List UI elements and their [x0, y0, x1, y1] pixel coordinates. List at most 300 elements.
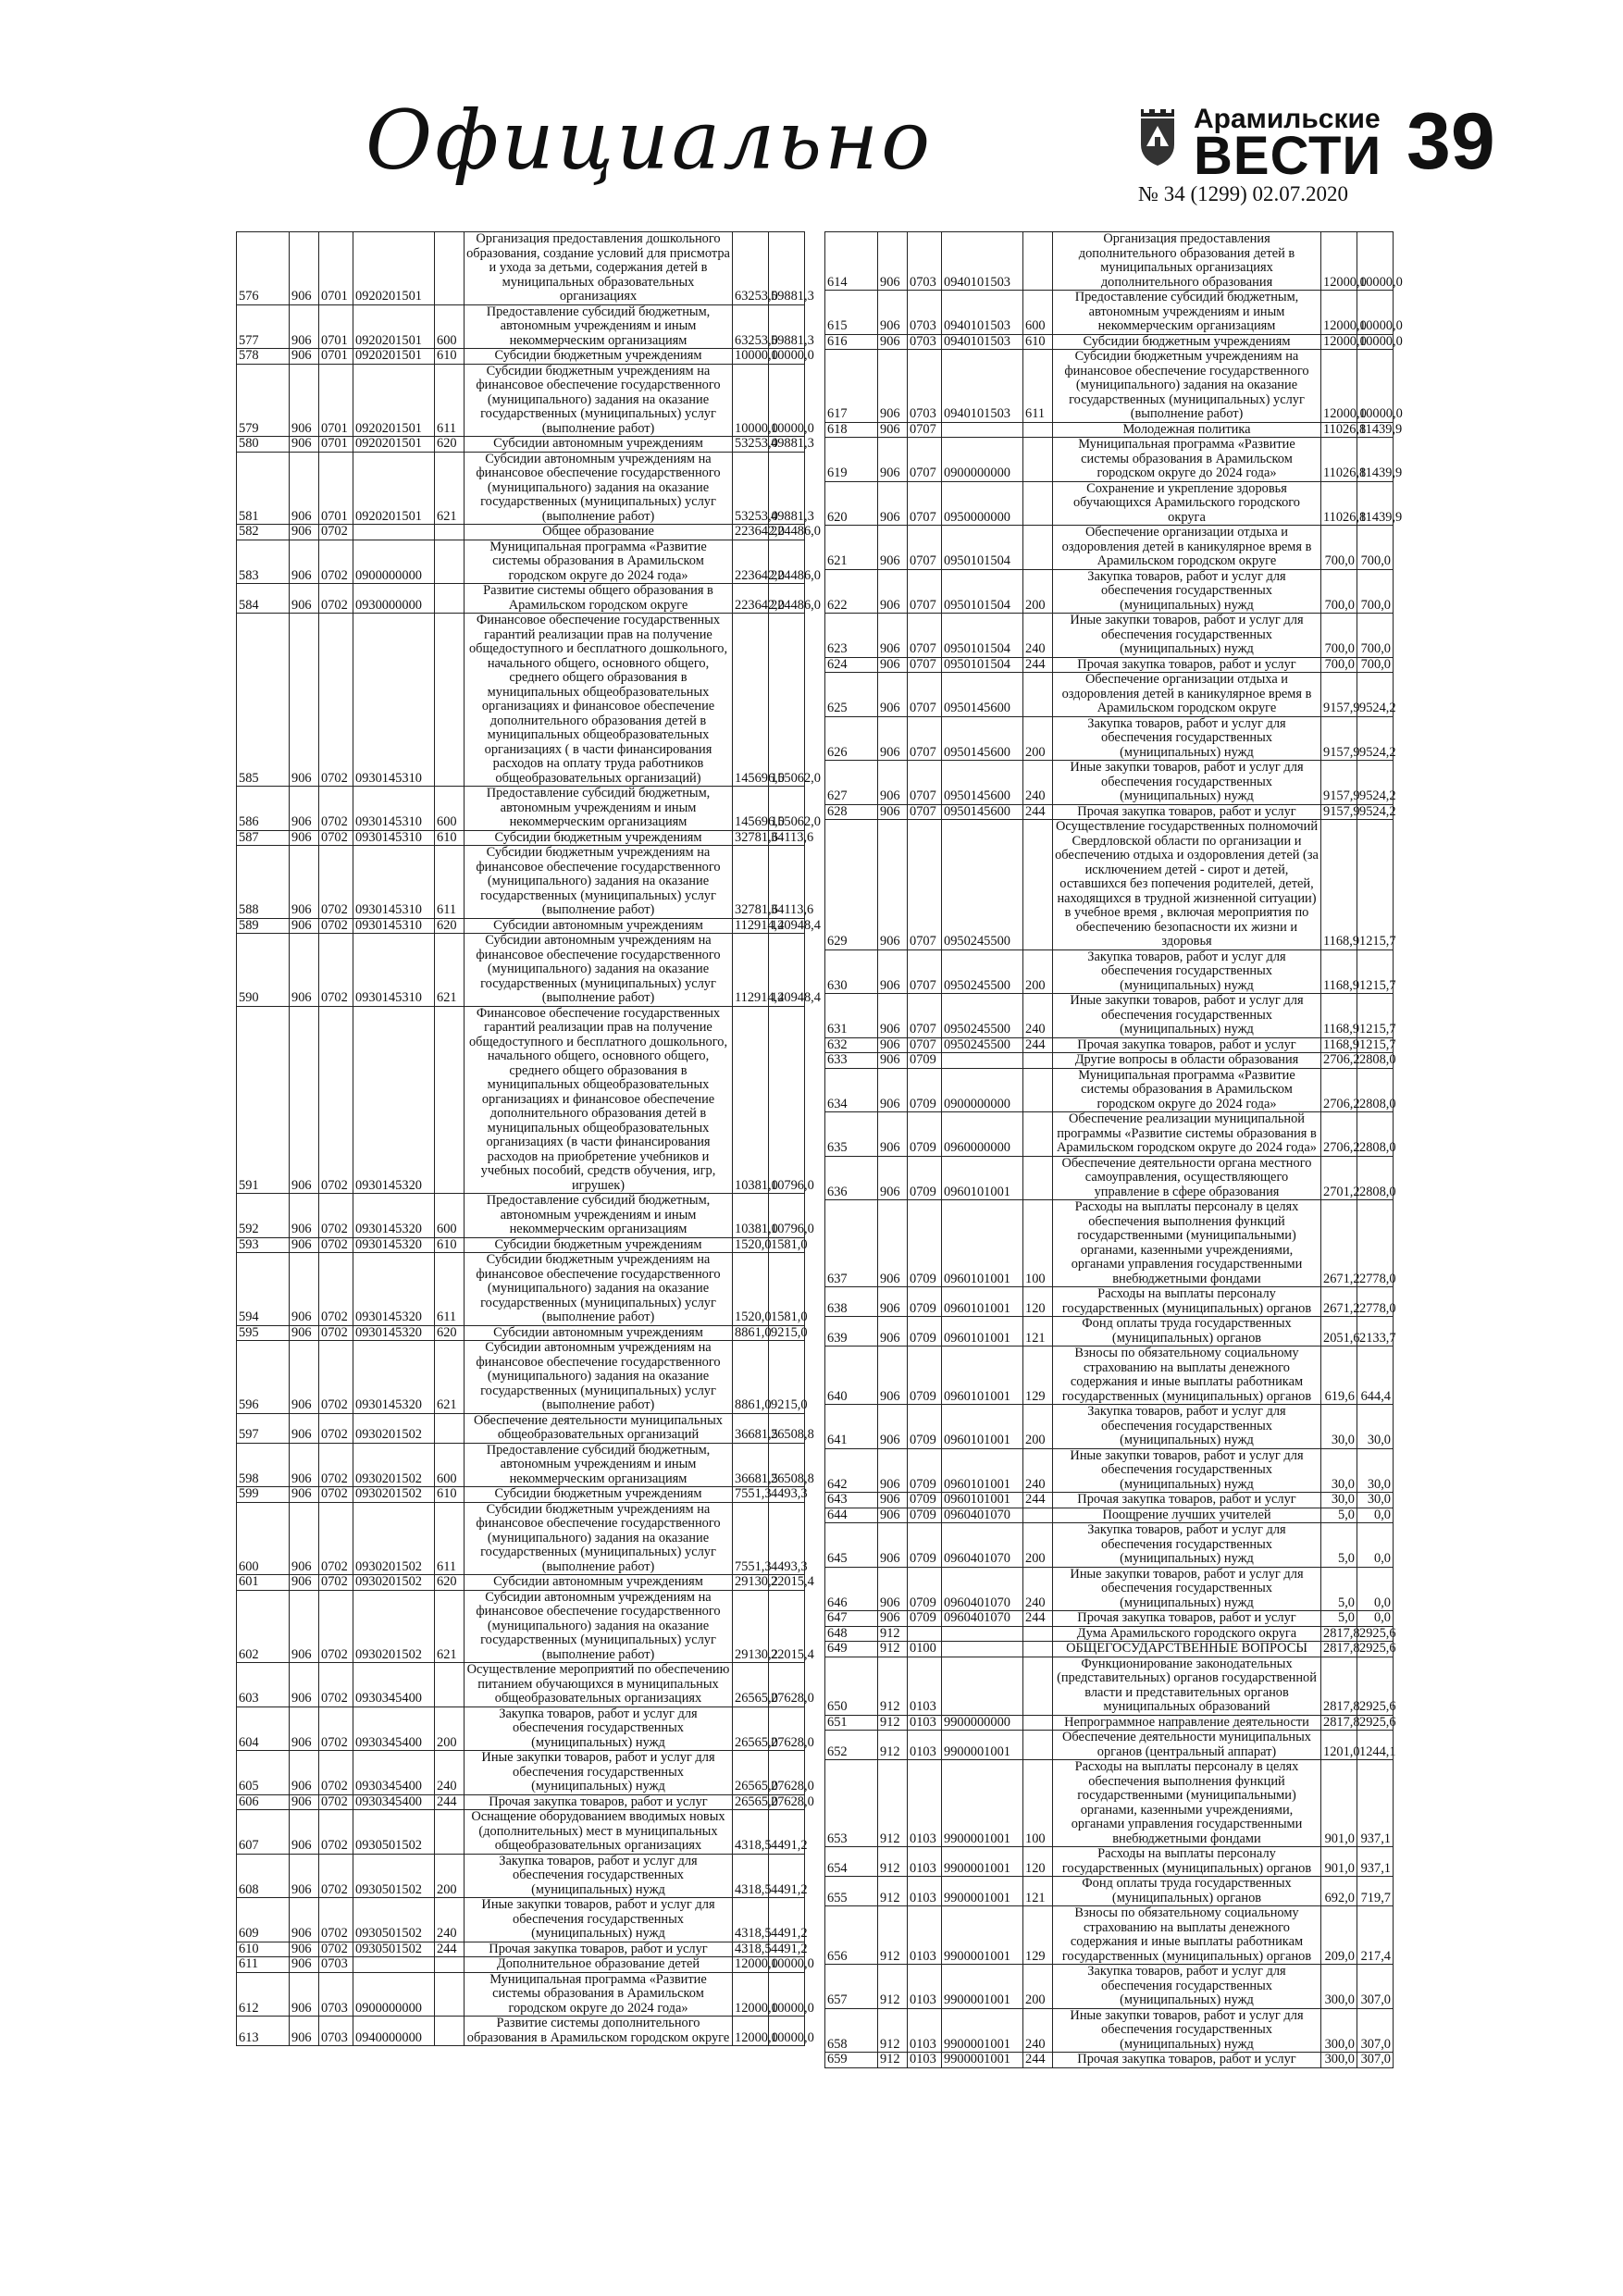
admin-code: 906	[878, 1347, 908, 1405]
table-row	[825, 291, 1394, 335]
target-code: 0950101504	[942, 614, 1023, 658]
amount-2022: 0,0	[1357, 1567, 1394, 1611]
section-code: 0707	[908, 949, 942, 994]
row-number: 605	[237, 1751, 290, 1795]
expense-type: 621	[435, 1590, 465, 1663]
amount-2022: 9524,2	[1357, 716, 1394, 761]
item-name: Прочая закупка товаров, работ и услуг	[1053, 804, 1321, 820]
amount-2022: 700,0	[1357, 657, 1394, 673]
section-code: 0707	[908, 673, 942, 717]
section-code: 0709	[908, 1448, 942, 1493]
section-code: 0702	[319, 1942, 353, 1957]
admin-code: 906	[290, 452, 319, 525]
table-row	[237, 1487, 805, 1503]
table-row	[237, 2017, 805, 2046]
expense-type: 244	[1023, 1611, 1053, 1627]
item-name: Муниципальная программа «Развитие системы образования в Арамильском городском округе до 2024 года»	[1053, 438, 1321, 482]
expense-type: 610	[435, 349, 465, 365]
target-code: 0930145320	[353, 1237, 435, 1253]
target-code: 0950145600	[942, 804, 1023, 820]
amount-2021: 2706,2	[1321, 1068, 1357, 1112]
amount-2021: 63253,0	[733, 304, 769, 349]
brand-top-text: Арамильские	[1194, 104, 1381, 134]
target-code	[942, 1626, 1023, 1642]
row-number: 577	[237, 304, 290, 349]
amount-2021: 30,0	[1321, 1493, 1357, 1508]
section-code: 0103	[908, 1760, 942, 1847]
expense-type: 200	[435, 1706, 465, 1751]
section-code: 0707	[908, 804, 942, 820]
section-code: 0709	[908, 1053, 942, 1069]
admin-code: 906	[290, 1253, 319, 1326]
target-code: 0900000000	[353, 540, 435, 584]
table-row	[237, 1663, 805, 1707]
item-name: Обеспечение деятельности муниципальных общеобразовательных организаций	[465, 1413, 733, 1443]
amount-2021: 300,0	[1321, 1965, 1357, 2009]
table-row	[825, 716, 1394, 761]
row-number: 658	[825, 2008, 878, 2053]
row-number: 583	[237, 540, 290, 584]
admin-code: 906	[878, 820, 908, 950]
target-code: 0930145320	[353, 1325, 435, 1341]
section-code: 0702	[319, 1854, 353, 1898]
amount-2022: 49881,3	[769, 437, 805, 453]
admin-code: 906	[878, 422, 908, 438]
target-code: 0920201501	[353, 364, 435, 437]
item-name: Дополнительное образование детей	[465, 1957, 733, 1973]
amount-2022: 2778,0	[1357, 1287, 1394, 1317]
row-number: 629	[825, 820, 878, 950]
table-row	[237, 1972, 805, 2017]
item-name: Расходы на выплаты персоналу государственных (муниципальных) органов	[1053, 1847, 1321, 1877]
amount-2021: 9157,9	[1321, 761, 1357, 805]
section-code: 0103	[908, 1715, 942, 1731]
target-code: 0900000000	[353, 1972, 435, 2017]
section-code: 0707	[908, 716, 942, 761]
expense-type: 620	[435, 918, 465, 934]
amount-2021: 2706,2	[1321, 1053, 1357, 1069]
item-name: Фонд оплаты труда государственных (муниципальных) органов	[1053, 1877, 1321, 1906]
table-row	[825, 2008, 1394, 2053]
amount-2021: 2706,2	[1321, 1112, 1357, 1157]
expense-type: 244	[435, 1794, 465, 1810]
row-number: 582	[237, 525, 290, 540]
target-code: 0920201501	[353, 232, 435, 305]
expense-type: 611	[435, 1502, 465, 1575]
amount-2021: 7551,3	[733, 1487, 769, 1503]
amount-2022: 11439,9	[1357, 422, 1394, 438]
amount-2022: 644,4	[1357, 1347, 1394, 1405]
table-row	[825, 232, 1394, 291]
amount-2022: 22015,4	[769, 1575, 805, 1591]
row-number: 632	[825, 1037, 878, 1053]
amount-2022: 34113,6	[769, 830, 805, 846]
table-row	[825, 1068, 1394, 1112]
section-code: 0709	[908, 1200, 942, 1287]
item-name: Финансовое обеспечение государственных гарантий реализации прав на получение общедоступного и бесплатного дошкольного, начального общего, основного общего, среднего общего образования в муниципальных общеобразовательных организациях и финансовое обеспечение дополнительного образования детей в муниципальных общеобразовательных организациях ( в части финансирования расходов на оплату труда работников общеобразовательных организаций)	[465, 614, 733, 787]
item-name: Обеспечение организации отдыха и оздоровления детей в каникулярное время в Арамильском городском округе	[1053, 673, 1321, 717]
expense-type	[435, 1663, 465, 1707]
section-code: 0103	[908, 2053, 942, 2068]
item-name: Прочая закупка товаров, работ и услуг	[1053, 1037, 1321, 1053]
admin-code: 912	[878, 1847, 908, 1877]
expense-type	[435, 1810, 465, 1855]
target-code: 0930145310	[353, 934, 435, 1007]
amount-2022: 937,1	[1357, 1847, 1394, 1877]
table-row	[237, 787, 805, 831]
admin-code: 906	[290, 1237, 319, 1253]
table-row	[825, 1847, 1394, 1877]
admin-code: 906	[290, 1663, 319, 1707]
section-code: 0702	[319, 1237, 353, 1253]
table-row	[237, 1502, 805, 1575]
amount-2022: 224486,0	[769, 525, 805, 540]
section-code: 0709	[908, 1347, 942, 1405]
row-number: 653	[825, 1760, 878, 1847]
amount-2021: 700,0	[1321, 569, 1357, 614]
table-row	[825, 334, 1394, 350]
row-number: 642	[825, 1448, 878, 1493]
section-code: 0709	[908, 1405, 942, 1449]
section-code: 0709	[908, 1567, 942, 1611]
table-row	[237, 540, 805, 584]
expense-type: 244	[435, 1942, 465, 1957]
amount-2021: 29130,2	[733, 1590, 769, 1663]
section-code: 0702	[319, 787, 353, 831]
amount-2022: 307,0	[1357, 2008, 1394, 2053]
table-row	[237, 1794, 805, 1810]
expense-type: 120	[1023, 1287, 1053, 1317]
table-row	[825, 1112, 1394, 1157]
amount-2022: 49881,3	[769, 452, 805, 525]
table-row	[825, 1287, 1394, 1317]
amount-2022: 10000,0	[1357, 232, 1394, 291]
table-row	[237, 934, 805, 1007]
amount-2022: 700,0	[1357, 526, 1394, 570]
row-number: 620	[825, 481, 878, 526]
amount-2021: 700,0	[1321, 526, 1357, 570]
table-row	[237, 1942, 805, 1957]
section-code: 0702	[319, 1413, 353, 1443]
row-number: 649	[825, 1642, 878, 1657]
admin-code: 912	[878, 2053, 908, 2068]
admin-code: 906	[290, 584, 319, 614]
amount-2022: 11439,9	[1357, 481, 1394, 526]
target-code: 0960101001	[942, 1448, 1023, 1493]
section-title: Официально	[365, 93, 934, 188]
amount-2021: 5,0	[1321, 1611, 1357, 1627]
admin-code: 906	[290, 918, 319, 934]
section-code: 0701	[319, 452, 353, 525]
table-row	[825, 1405, 1394, 1449]
amount-2022: 224486,0	[769, 540, 805, 584]
table-row	[825, 1760, 1394, 1847]
amount-2022: 30,0	[1357, 1405, 1394, 1449]
section-code: 0707	[908, 614, 942, 658]
item-name: Субсидии бюджетным учреждениям	[465, 349, 733, 365]
admin-code: 906	[878, 1611, 908, 1627]
item-name: Субсидии бюджетным учреждениям	[465, 1487, 733, 1503]
row-number: 598	[237, 1443, 290, 1487]
admin-code: 906	[290, 1706, 319, 1751]
section-code: 0709	[908, 1611, 942, 1627]
row-number: 647	[825, 1611, 878, 1627]
expense-type	[1023, 1053, 1053, 1069]
section-code: 0103	[908, 1731, 942, 1760]
section-code: 0709	[908, 1112, 942, 1157]
expense-type	[435, 1006, 465, 1194]
admin-code: 906	[878, 1405, 908, 1449]
expense-type: 611	[1023, 350, 1053, 423]
table-row	[825, 994, 1394, 1038]
target-code: 0960401070	[942, 1523, 1023, 1568]
amount-2021: 2817,8	[1321, 1642, 1357, 1657]
expense-type	[1023, 820, 1053, 950]
expense-type: 610	[435, 830, 465, 846]
amount-2021: 901,0	[1321, 1847, 1357, 1877]
amount-2021: 32781,6	[733, 830, 769, 846]
admin-code: 912	[878, 1642, 908, 1657]
item-name: Иные закупки товаров, работ и услуг для обеспечения государственных (муниципальных) нужд	[1053, 2008, 1321, 2053]
amount-2021: 11026,8	[1321, 438, 1357, 482]
amount-2022: 9524,2	[1357, 804, 1394, 820]
target-code: 0930201502	[353, 1502, 435, 1575]
row-number: 592	[237, 1194, 290, 1238]
admin-code: 906	[290, 787, 319, 831]
admin-code: 906	[290, 1854, 319, 1898]
expense-type: 240	[1023, 2008, 1053, 2053]
target-code: 0930145320	[353, 1006, 435, 1194]
target-code: 0950101504	[942, 569, 1023, 614]
item-name: Субсидии автономным учреждениям	[465, 437, 733, 453]
row-number: 643	[825, 1493, 878, 1508]
expense-type: 610	[435, 1487, 465, 1503]
target-code: 9900001001	[942, 1760, 1023, 1847]
amount-2021: 1520,0	[733, 1253, 769, 1326]
target-code: 0930501502	[353, 1898, 435, 1942]
amount-2022: 4491,2	[769, 1898, 805, 1942]
item-name: Непрограммное направление деятельности	[1053, 1715, 1321, 1731]
expense-type	[435, 1413, 465, 1443]
amount-2022: 1215,7	[1357, 994, 1394, 1038]
target-code: 0940101503	[942, 334, 1023, 350]
target-code: 0940101503	[942, 350, 1023, 423]
target-code	[942, 422, 1023, 438]
item-name: Прочая закупка товаров, работ и услуг	[465, 1942, 733, 1957]
amount-2022: 1215,7	[1357, 1037, 1394, 1053]
target-code: 0950245500	[942, 1037, 1023, 1053]
table-row	[825, 1347, 1394, 1405]
amount-2021: 619,6	[1321, 1347, 1357, 1405]
table-row	[237, 1325, 805, 1341]
table-row	[825, 820, 1394, 950]
item-name: Обеспечение деятельности органа местного самоуправления, осуществляющего управление в сфере образования	[1053, 1156, 1321, 1200]
section-code: 0707	[908, 438, 942, 482]
section-code: 0702	[319, 1443, 353, 1487]
table-row	[237, 584, 805, 614]
table-row	[237, 1810, 805, 1855]
amount-2021: 2701,2	[1321, 1156, 1357, 1200]
expense-type: 100	[1023, 1760, 1053, 1847]
row-number: 578	[237, 349, 290, 365]
section-code: 0709	[908, 1317, 942, 1347]
target-code: 0950145600	[942, 673, 1023, 717]
section-code: 0103	[908, 2008, 942, 2053]
table-row	[825, 657, 1394, 673]
amount-2022: 307,0	[1357, 2053, 1394, 2068]
admin-code: 906	[290, 349, 319, 365]
amount-2022: 2925,6	[1357, 1626, 1394, 1642]
admin-code: 906	[878, 350, 908, 423]
item-name: Субсидии бюджетным учреждениям на финансовое обеспечение государственного (муниципального) задания на оказание государственных (муниципальных) услуг (выполнение работ)	[1053, 350, 1321, 423]
item-name: Расходы на выплаты персоналу в целях обеспечения выполнения функций государственными (муниципальными) органами, казенными учреждениями, органами управления государственными внебюджетными фондами	[1053, 1200, 1321, 1287]
item-name: Расходы на выплаты персоналу государственных (муниципальных) органов	[1053, 1287, 1321, 1317]
admin-code: 906	[878, 1567, 908, 1611]
amount-2021: 9157,9	[1321, 804, 1357, 820]
amount-2021: 2817,8	[1321, 1715, 1357, 1731]
amount-2022: 2778,0	[1357, 1200, 1394, 1287]
admin-code: 906	[878, 994, 908, 1038]
table-row	[237, 304, 805, 349]
row-number: 659	[825, 2053, 878, 2068]
page-number: 39	[1406, 97, 1495, 186]
target-code: 0920201501	[353, 349, 435, 365]
table-row	[237, 1413, 805, 1443]
table-row	[237, 364, 805, 437]
admin-code: 906	[290, 1957, 319, 1973]
admin-code: 912	[878, 1731, 908, 1760]
target-code: 0930145310	[353, 614, 435, 787]
target-code: 0960101001	[942, 1347, 1023, 1405]
admin-code: 906	[290, 2017, 319, 2046]
admin-code: 906	[878, 657, 908, 673]
table-row	[237, 1575, 805, 1591]
target-code	[942, 1657, 1023, 1715]
amount-2021: 145696,0	[733, 787, 769, 831]
item-name: Развитие системы дополнительного образования в Арамильском городском округе	[465, 2017, 733, 2046]
target-code: 0930201502	[353, 1413, 435, 1443]
admin-code: 906	[290, 1006, 319, 1194]
amount-2021: 4318,5	[733, 1854, 769, 1898]
target-code: 0960101001	[942, 1493, 1023, 1508]
item-name: Закупка товаров, работ и услуг для обеспечения государственных (муниципальных) нужд	[1053, 716, 1321, 761]
section-code: 0103	[908, 1847, 942, 1877]
row-number: 627	[825, 761, 878, 805]
table-row	[237, 1957, 805, 1973]
target-code: 0960101001	[942, 1200, 1023, 1287]
amount-2022: 10796,0	[769, 1006, 805, 1194]
table-row	[825, 422, 1394, 438]
table-row	[825, 1626, 1394, 1642]
table-row	[237, 1590, 805, 1663]
row-number: 590	[237, 934, 290, 1007]
row-number: 607	[237, 1810, 290, 1855]
target-code	[353, 525, 435, 540]
admin-code: 906	[878, 761, 908, 805]
table-row	[825, 1493, 1394, 1508]
expense-type: 240	[435, 1898, 465, 1942]
item-name: Субсидии автономным учреждениям на финансовое обеспечение государственного (муниципального) задания на оказание государственных (муниципальных) услуг (выполнение работ)	[465, 934, 733, 1007]
target-code: 0930501502	[353, 1810, 435, 1855]
section-code: 0702	[319, 1502, 353, 1575]
amount-2021: 2817,8	[1321, 1657, 1357, 1715]
table-row	[825, 2053, 1394, 2068]
target-code: 0930145310	[353, 787, 435, 831]
item-name: Обеспечение деятельности муниципальных органов (центральный аппарат)	[1053, 1731, 1321, 1760]
expense-type: 620	[435, 1575, 465, 1591]
admin-code: 906	[878, 1508, 908, 1523]
section-code	[908, 1626, 942, 1642]
expense-type: 200	[435, 1854, 465, 1898]
row-number: 579	[237, 364, 290, 437]
amount-2021: 1168,9	[1321, 949, 1357, 994]
expense-type: 620	[435, 437, 465, 453]
admin-code: 912	[878, 1906, 908, 1965]
target-code: 0900000000	[942, 1068, 1023, 1112]
city-crest-icon	[1138, 109, 1177, 167]
section-code: 0702	[319, 540, 353, 584]
admin-code: 906	[290, 437, 319, 453]
amount-2022: 26508,8	[769, 1443, 805, 1487]
expense-type: 200	[1023, 1405, 1053, 1449]
amount-2022: 27628,0	[769, 1706, 805, 1751]
amount-2022: 2925,6	[1357, 1715, 1394, 1731]
item-name: Муниципальная программа «Развитие системы образования в Арамильском городском округе до 2024 года»	[465, 1972, 733, 2017]
section-code: 0103	[908, 1877, 942, 1906]
section-code: 0702	[319, 525, 353, 540]
item-name: Закупка товаров, работ и услуг для обеспечения государственных (муниципальных) нужд	[465, 1854, 733, 1898]
admin-code: 906	[290, 1898, 319, 1942]
admin-code: 906	[878, 1200, 908, 1287]
amount-2022: 59881,3	[769, 232, 805, 305]
section-code: 0702	[319, 846, 353, 919]
target-code: 0960101001	[942, 1405, 1023, 1449]
amount-2022: 2808,0	[1357, 1068, 1394, 1112]
table-row	[825, 1508, 1394, 1523]
amount-2021: 53253,0	[733, 452, 769, 525]
expense-type	[1023, 422, 1053, 438]
budget-table-right	[824, 231, 1403, 2068]
table-row	[825, 949, 1394, 994]
expense-type	[1023, 526, 1053, 570]
amount-2021: 12000,0	[1321, 350, 1357, 423]
admin-code: 906	[290, 1443, 319, 1487]
amount-2021: 7551,3	[733, 1502, 769, 1575]
section-code: 0707	[908, 657, 942, 673]
target-code: 0930345400	[353, 1663, 435, 1707]
amount-2021: 26565,0	[733, 1794, 769, 1810]
target-code: 0960101001	[942, 1287, 1023, 1317]
expense-type: 244	[1023, 1037, 1053, 1053]
expense-type	[1023, 1657, 1053, 1715]
table-row	[237, 232, 805, 305]
table-row	[237, 349, 805, 365]
issue-info: № 34 (1299) 02.07.2020	[1138, 182, 1349, 205]
item-name: Иные закупки товаров, работ и услуг для обеспечения государственных (муниципальных) нужд	[1053, 1567, 1321, 1611]
table-row	[237, 1706, 805, 1751]
item-name: Иные закупки товаров, работ и услуг для обеспечения государственных (муниципальных) нужд	[1053, 761, 1321, 805]
amount-2021: 8861,0	[733, 1325, 769, 1341]
amount-2022: 155062,0	[769, 614, 805, 787]
amount-2022: 34113,6	[769, 846, 805, 919]
expense-type: 240	[1023, 761, 1053, 805]
admin-code: 906	[878, 1287, 908, 1317]
admin-code: 906	[878, 804, 908, 820]
target-code: 9900001001	[942, 1731, 1023, 1760]
section-code: 0709	[908, 1068, 942, 1112]
item-name: Иные закупки товаров, работ и услуг для обеспечения государственных (муниципальных) нужд	[465, 1751, 733, 1795]
admin-code: 906	[878, 673, 908, 717]
